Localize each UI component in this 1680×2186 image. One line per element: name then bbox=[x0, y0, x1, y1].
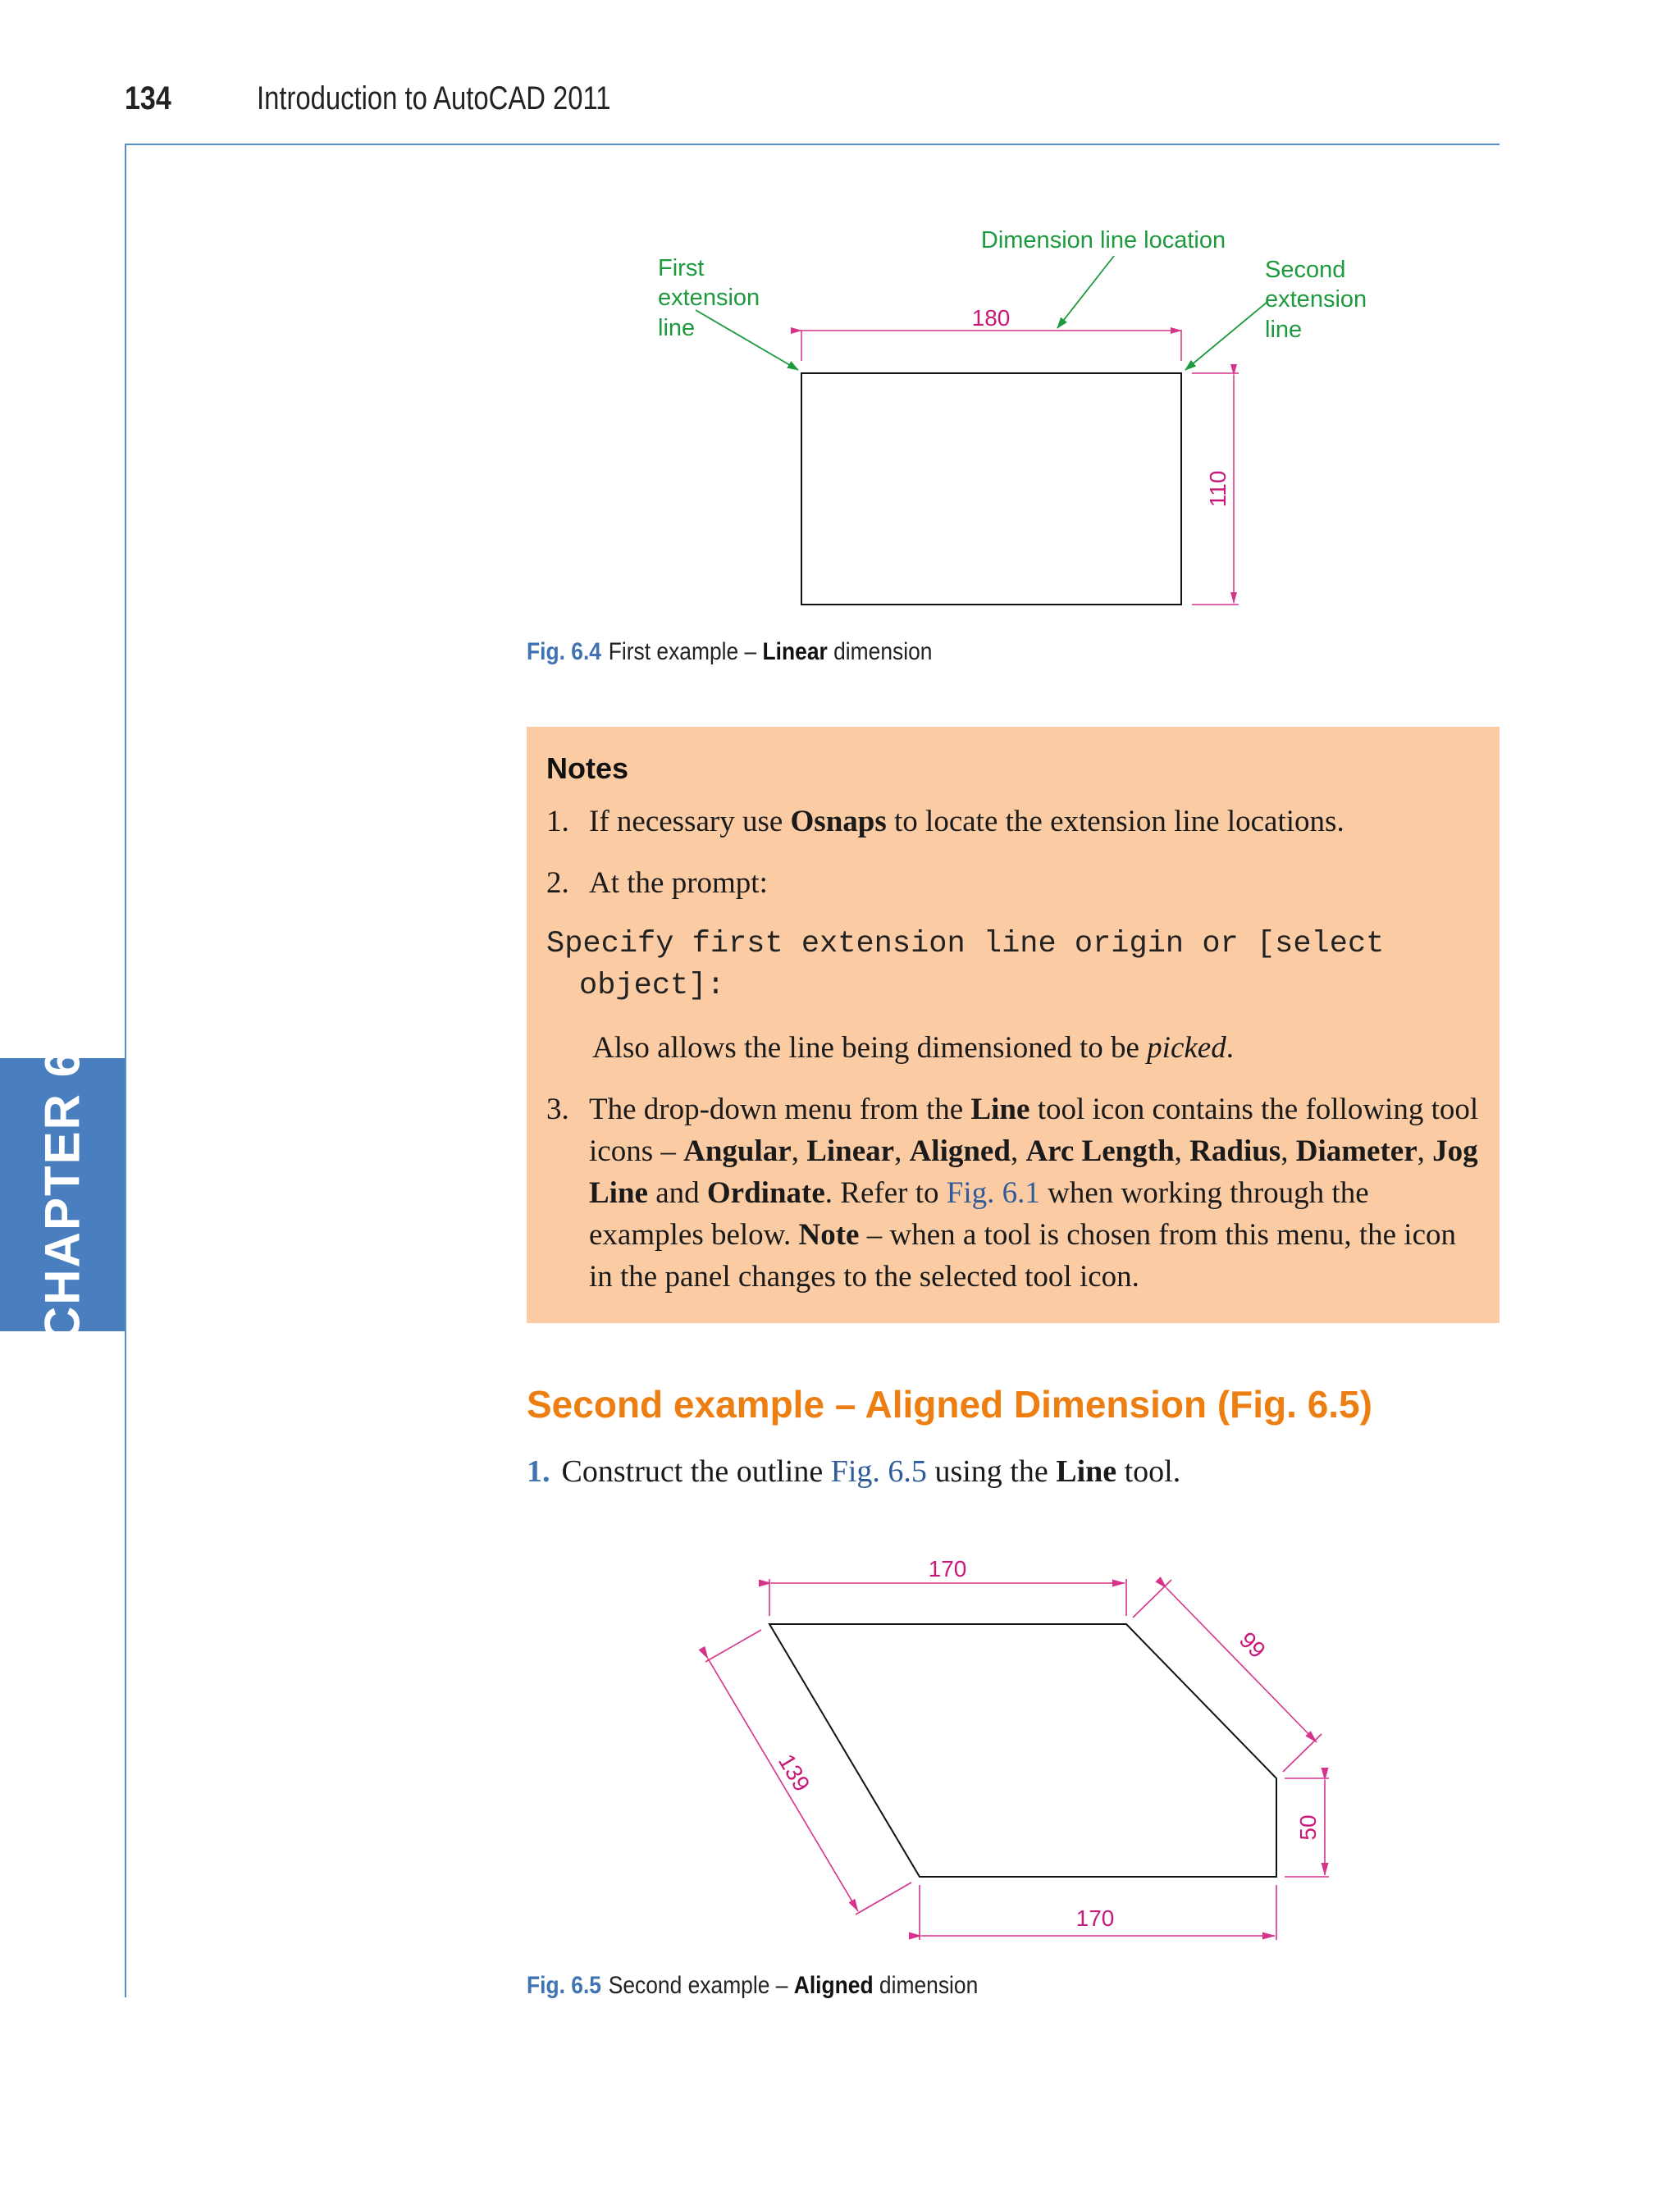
n3-t9: and bbox=[647, 1176, 707, 1210]
section-heading: Second example – Aligned Dimension (Fig. 6.5) bbox=[527, 1383, 1372, 1426]
caption-text: Second example – bbox=[608, 1972, 794, 1999]
dim-top-170-label: 170 bbox=[928, 1556, 967, 1581]
note-2-number: 2. bbox=[546, 866, 569, 900]
note-3 bbox=[546, 1088, 1480, 1298]
step-1-number: 1. bbox=[527, 1454, 550, 1489]
dim-180-label: 180 bbox=[971, 305, 1011, 331]
n3-b3: Linear bbox=[806, 1134, 895, 1168]
chapter-tab-label: CHAPTER 6 bbox=[34, 1047, 90, 1342]
note-1-text-end: to locate the extension line locations. bbox=[886, 805, 1344, 838]
fig-6-1-link[interactable]: Fig. 6.1 bbox=[946, 1176, 1040, 1210]
also-italic: picked bbox=[1147, 1031, 1226, 1065]
n3-b6: Radius bbox=[1189, 1134, 1281, 1168]
n3-b4: Aligned bbox=[909, 1134, 1011, 1168]
fig-6-5-number: Fig. 6.5 bbox=[527, 1972, 601, 1999]
first-l2: extension bbox=[658, 285, 760, 311]
n3-t6: , bbox=[1174, 1134, 1190, 1168]
ext-diag-left-2 bbox=[856, 1883, 911, 1914]
step-1 bbox=[527, 1454, 1180, 1490]
ext-diag-right-2 bbox=[1283, 1734, 1322, 1772]
rectangle-outline bbox=[801, 373, 1181, 605]
step-1-end: tool. bbox=[1116, 1454, 1181, 1489]
n3-b10: Note bbox=[798, 1218, 860, 1252]
note-2 bbox=[546, 862, 1480, 904]
dim-110-label: 110 bbox=[1205, 470, 1230, 508]
n3-t4: , bbox=[894, 1134, 910, 1168]
running-header: Introduction to AutoCAD 2011 bbox=[257, 80, 611, 116]
n3-t8: , bbox=[1417, 1134, 1433, 1168]
label-first-extension-line bbox=[658, 255, 766, 341]
margin-rule bbox=[125, 144, 126, 1997]
step-1-text: Construct the outline bbox=[561, 1454, 831, 1489]
n3-t12: – when a tool is chosen from this menu, the icon in the panel changes to the selected tool icon. bbox=[589, 1218, 1457, 1294]
figure-6-4-diagram bbox=[640, 213, 1411, 623]
dim-diag-139-label: 139 bbox=[773, 1750, 815, 1796]
first-l1: First bbox=[658, 255, 705, 281]
figure-6-4-caption bbox=[527, 638, 932, 666]
label-dimension-line-location: Dimension line location bbox=[980, 227, 1226, 253]
also-text: Also allows the line being dimensioned to be bbox=[592, 1031, 1148, 1065]
note-1-text: If necessary use bbox=[589, 805, 791, 838]
command-prompt-code: Specify first extension line origin or [select object]: bbox=[546, 927, 1385, 1003]
aligned-outline bbox=[769, 1624, 1276, 1877]
n3-b1: Line bbox=[970, 1093, 1030, 1126]
note-3-number: 3. bbox=[546, 1093, 569, 1126]
n3-t7: , bbox=[1281, 1134, 1296, 1168]
caption-bold: Aligned bbox=[793, 1972, 874, 1999]
caption-bold: Linear bbox=[762, 638, 828, 665]
also-text-end: . bbox=[1226, 1031, 1234, 1065]
leader-first bbox=[696, 310, 798, 370]
n3-b2: Angular bbox=[683, 1134, 792, 1168]
dim-line-diag-99 bbox=[1166, 1588, 1317, 1742]
n3-b8: Jog Line bbox=[589, 1134, 1478, 1210]
label-second-extension-line bbox=[1265, 257, 1373, 343]
dim-diag-99-label: 99 bbox=[1234, 1627, 1271, 1663]
figure-6-5-diagram bbox=[673, 1542, 1395, 2001]
n3-t3: , bbox=[791, 1134, 807, 1168]
caption-text-end: dimension bbox=[827, 638, 933, 665]
second-l3: line bbox=[1265, 317, 1303, 343]
notes-title: Notes bbox=[546, 751, 629, 785]
n3-t2: tool icon contains the following tool icons – bbox=[589, 1093, 1479, 1168]
ext-diag-right-1 bbox=[1133, 1580, 1171, 1618]
chapter-tab bbox=[0, 1047, 125, 1342]
fig-6-4-number: Fig. 6.4 bbox=[527, 638, 601, 665]
n3-b9: Ordinate bbox=[706, 1176, 825, 1210]
note-1 bbox=[546, 801, 1480, 842]
caption-text: First example – bbox=[608, 638, 763, 665]
note-1-bold: Osnaps bbox=[790, 805, 887, 838]
step-1-mid: using the bbox=[926, 1454, 1057, 1489]
second-l2: extension bbox=[1265, 286, 1367, 313]
n3-b5: Arc Length bbox=[1025, 1134, 1175, 1168]
notes-box bbox=[527, 727, 1500, 1323]
n3-t5: , bbox=[1010, 1134, 1026, 1168]
leader-second bbox=[1185, 302, 1267, 370]
first-l3: line bbox=[658, 315, 696, 341]
header-rule bbox=[125, 144, 1500, 145]
step-1-bold: Line bbox=[1056, 1454, 1117, 1489]
caption-text-end: dimension bbox=[873, 1972, 979, 1999]
figure-6-5-caption bbox=[527, 1972, 978, 2000]
n3-t10: . Refer to bbox=[824, 1176, 947, 1210]
dim-bottom-170-label: 170 bbox=[1075, 1905, 1115, 1931]
note-1-number: 1. bbox=[546, 805, 569, 838]
n3-b7: Diameter bbox=[1295, 1134, 1418, 1168]
n3-t11: when working through the examples below. bbox=[589, 1176, 1369, 1252]
second-l1: Second bbox=[1265, 257, 1346, 283]
ext-diag-left-1 bbox=[705, 1630, 761, 1662]
dim-vertical-50-label: 50 bbox=[1295, 1814, 1321, 1841]
n3-t1: The drop-down menu from the bbox=[589, 1093, 971, 1126]
dim-line-diag-139 bbox=[708, 1659, 858, 1911]
note-2-continuation bbox=[546, 1027, 1480, 1069]
fig-6-5-link[interactable]: Fig. 6.5 bbox=[830, 1454, 927, 1489]
note-2-text: At the prompt: bbox=[589, 866, 768, 900]
page-number: 134 bbox=[125, 80, 171, 116]
leader-dimension bbox=[1057, 256, 1114, 328]
